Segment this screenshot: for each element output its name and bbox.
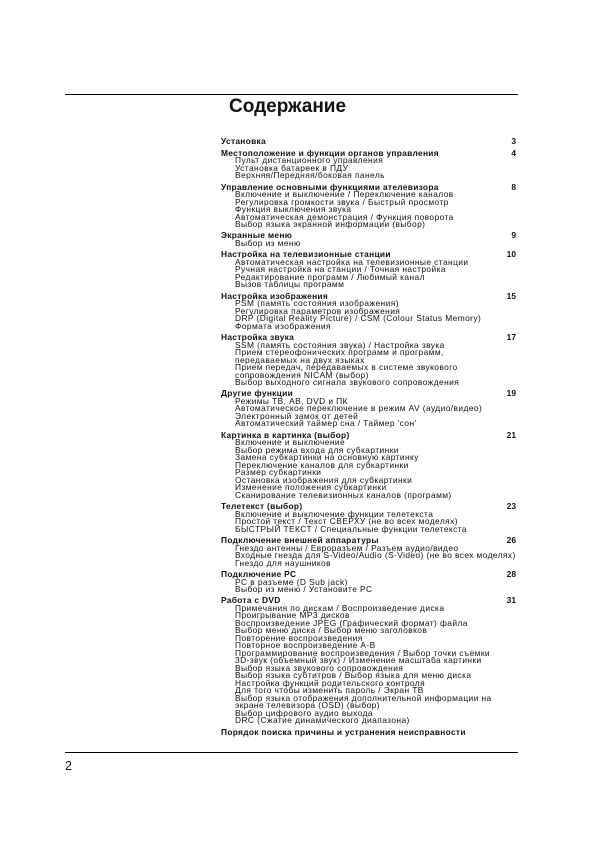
toc-item: Гнездо для наушников (235, 557, 331, 568)
toc-item: DRC (Сжатие динамического диапазона) (235, 715, 410, 726)
toc-item: Изменение положения субкартинки (235, 482, 387, 493)
toc-section (221, 181, 516, 230)
toc-item: Остановка изображения для субкартинки (235, 474, 413, 485)
toc-section-title: Местоположение и функции органов управления (221, 147, 439, 158)
toc-section-header (221, 726, 516, 737)
toc-item: Регулировка громкости звука / Быстрый просмотр (235, 196, 449, 207)
toc-section (221, 138, 516, 146)
toc-section (221, 334, 516, 387)
toc-page-number: 10 (506, 249, 516, 260)
toc-item: Сканирование телевизионных каналов (программ) (235, 489, 452, 500)
toc-section (221, 147, 516, 181)
toc-section-title: Установка (221, 136, 266, 147)
toc-item: Входные гнезда для S-Video/Audio (S-Video) (не во всех моделях) (235, 550, 516, 561)
toc-item: Выбор меню диска / Выбор меню заголовков (235, 625, 428, 636)
toc-section-title: Подключение PC (221, 569, 297, 580)
toc-item: Проигрывание MP3 дисков (235, 610, 350, 621)
toc-section (221, 503, 516, 533)
toc-item: Автоматический таймер сна / Таймер 'сон' (235, 418, 417, 429)
toc-item: Формата изображения (235, 320, 331, 331)
toc-page-number: 9 (511, 230, 516, 241)
toc-item: Воспроизведение JPEG (Графический формат) файла (235, 617, 468, 628)
toc-section-title: Экранные меню (221, 230, 293, 241)
toc-item: Функция выключения звука (235, 204, 352, 215)
toc-item: Выбор цифрового аудио выхода (235, 707, 373, 718)
toc-item: Переключение каналов для субкартинки (235, 459, 409, 470)
toc-item: Примечания по дискам / Воспроизведение диска (235, 602, 445, 613)
toc-item: Выбор выходного сигнала звукового сопровождения (235, 377, 460, 388)
toc-item: SSM (память состояния звука) / Настройка звука (235, 339, 445, 350)
toc-section-title: Настройка изображения (221, 290, 329, 301)
toc-item: Прием стереофонических программ и программ, (235, 347, 444, 358)
toc-item: Выбор языка субтитров / Выбор языка для меню диска (235, 670, 472, 681)
toc-section (221, 597, 516, 725)
toc-item: Включение и выключение функции телетекста (235, 508, 434, 519)
toc-section (221, 390, 516, 428)
toc-section-title: Подключение внешней аппаратуры (221, 535, 379, 546)
toc-section (221, 429, 516, 500)
toc-section-title: Настройка звука (221, 332, 295, 343)
toc-section-title: Телетекст (выбор) (221, 501, 303, 512)
toc-item: Выбор из меню (235, 237, 301, 248)
toc-page-number: 19 (506, 388, 516, 399)
bottom-rule (65, 752, 518, 753)
toc-item: Прием передач, передаваемых в системе звукового (235, 362, 458, 373)
toc-item: Регулировка параметров изображения (235, 305, 401, 316)
toc-item: экране телевизора (OSD) (выбор) (235, 700, 380, 711)
toc-item: Автоматическая демонстрация / Функция поворота (235, 211, 454, 222)
toc-item: PC в разъеме (D Sub jack) (235, 576, 348, 587)
toc-item: Редактирование программ / Любимый канал (235, 271, 425, 282)
toc-item: Настройка функций родительского контроля (235, 677, 426, 688)
toc-section-title: Настройка на телевизионные станции (221, 249, 391, 260)
toc-section-title: Порядок поиска причины и устранения неисправности (221, 726, 466, 737)
toc-item: Ручная настройка на станции / Точная настройка (235, 264, 446, 275)
toc-item: Замена субкартинки на основную картинку (235, 452, 419, 463)
toc-item: Гнездо антенны / Евроразъем / Разъем аудио/видео (235, 542, 459, 553)
toc-section (221, 232, 516, 247)
toc-item: Верхняя/Передняя/боковая панель (235, 170, 385, 181)
toc-page-number: 3 (511, 136, 516, 147)
toc-item: Для того чтобы изменить пароль / Экран ТВ (235, 685, 424, 696)
toc-section (221, 726, 516, 737)
toc-item: PSM (память состояния изображения) (235, 298, 399, 309)
toc-item: Выбор языка экранной информации (выбор) (235, 219, 426, 230)
toc-section (221, 290, 516, 331)
toc-section-title: Работа с DVD (221, 595, 281, 606)
page-title: Содержание (229, 96, 347, 117)
toc-item: передаваемых на двух языках (235, 354, 365, 365)
toc-item: Включение и выключение (235, 437, 346, 448)
toc-section (221, 537, 516, 567)
table-of-contents (221, 138, 516, 736)
toc-item: Режимы ТВ, АВ, DVD и ПК (235, 395, 348, 406)
toc-item: БЫСТРЫЙ ТЕКСТ / Специальные функции телетекста (235, 523, 467, 534)
toc-page-number: 26 (506, 535, 516, 546)
toc-item: Электронный замок от детей (235, 410, 359, 421)
toc-item: Автоматическое переключение в режим AV (аудио/видео) (235, 403, 483, 414)
toc-item: Включение и выключение / Переключение каналов (235, 189, 454, 200)
page-number: 2 (65, 759, 72, 773)
toc-item: Выбор режима входа для субкартинки (235, 444, 399, 455)
toc-page-number: 8 (511, 181, 516, 192)
toc-item: Повторное воспроизведение A-B (235, 640, 376, 651)
toc-page-number: 15 (506, 290, 516, 301)
toc-section-header (221, 138, 516, 146)
toc-page-number: 23 (506, 501, 516, 512)
toc-item: DRP (Digital Reality Picture) / CSM (Colour Status Memory) (235, 313, 482, 324)
toc-page-number: 21 (506, 429, 516, 440)
toc-page-number: 17 (506, 332, 516, 343)
toc-item: Простой текст / Текст СВЕРХУ (не во всех моделях) (235, 516, 458, 527)
toc-item: Пульт дистанционного управления (235, 155, 384, 166)
top-rule (65, 94, 518, 95)
toc-item: Размер субкартинки (235, 467, 322, 478)
toc-item: Вызов таблицы программ (235, 279, 345, 290)
toc-page-number: 31 (506, 595, 516, 606)
toc-section (221, 251, 516, 289)
toc-item: Выбор из меню / Установите PC (235, 584, 373, 595)
toc-section-title: Картинка в картинка (выбор) (221, 429, 350, 440)
toc-section-title: Другие функции (221, 388, 294, 399)
toc-section (221, 571, 516, 594)
toc-item: 3D-звук (объемный звук) / Изменение масштаба картинки (235, 655, 482, 666)
toc-item: Повторение воспроизведения (235, 632, 363, 643)
toc-item: Установка батареек в ПДУ (235, 162, 349, 173)
toc-item: Программирование воспроизведения / Выбор точки съемки (235, 647, 491, 658)
toc-page-number: 28 (506, 569, 516, 580)
toc-item: Выбор языка звукового сопровождения (235, 662, 404, 673)
toc-page-number: 4 (511, 147, 516, 158)
toc-item: сопровождения NICAM (выбор) (235, 369, 369, 380)
toc-section-title: Управление основными функциями ателевизора (221, 181, 439, 192)
toc-item: Автоматическая настройка на телевизионные станции (235, 256, 469, 267)
toc-item: Выбор языка отображения дополнительной информации на (235, 692, 492, 703)
